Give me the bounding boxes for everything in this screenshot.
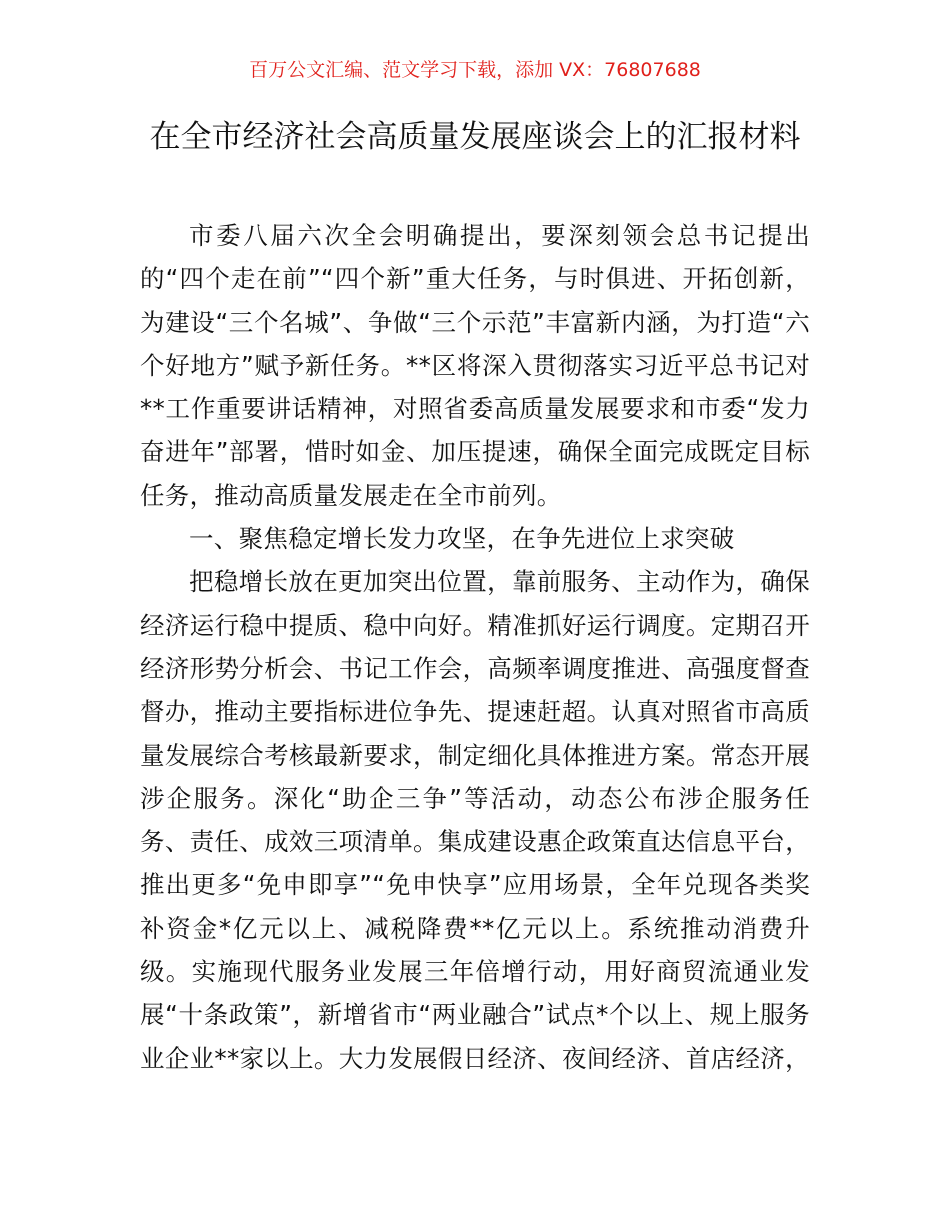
section-paragraph: 把稳增长放在更加突出位置，靠前服务、主动作为，确保经济运行稳中提质、稳中向好。精准抓好运行调度。定期召开经济形势分析会、书记工作会，高频率调度推进、高强度督查督办，推动主要指标进位争先、提速赶超。认真对照省市高质量发展综合考核最新要求，制定细化具体推进方案。常态开展涉企服务。深化“助企三争”等活动，动态公布涉企服务任务、责任、成效三项清单。集成建设惠企政策直达信息平台，推出更多“免申即享”“免申快享”应用场景，全年兑现各类奖补资金*亿元以上、减税降费**亿元以上。系统推动消费升级。实施现代服务业发展三年倍增行动，用好商贸流通业发展“十条政策”，新增省市“两业融合”试点*个以上、规上服务业企业**家以上。大力发展假日经济、夜间经济、首店经济， xyxy=(140,567,810,1073)
document-body xyxy=(140,214,810,1080)
document-title: 在全市经济社会高质量发展座谈会上的汇报材料 xyxy=(149,119,801,155)
promo-banner: 百万公文汇编、范文学习下载，添加 VX：76807688 xyxy=(249,59,701,81)
section-heading: 一、聚焦稳定增长发力攻坚，在争先进位上求突破 xyxy=(189,524,735,554)
intro-paragraph: 市委八届六次全会明确提出，要深刻领会总书记提出的“四个走在前”“四个新”重大任务，与时俱进、开拓创新，为建设“三个名城”、争做“三个示范”丰富新内涵，为打造“六个好地方”赋予新任务。**区将深入贯彻落实习近平总书记对**工作重要讲话精神，对照省委高质量发展要求和市委“发力奋进年”部署，惜时如金、加压提速，确保全面完成既定目标任务，推动高质量发展走在全市前列。 xyxy=(140,221,810,510)
